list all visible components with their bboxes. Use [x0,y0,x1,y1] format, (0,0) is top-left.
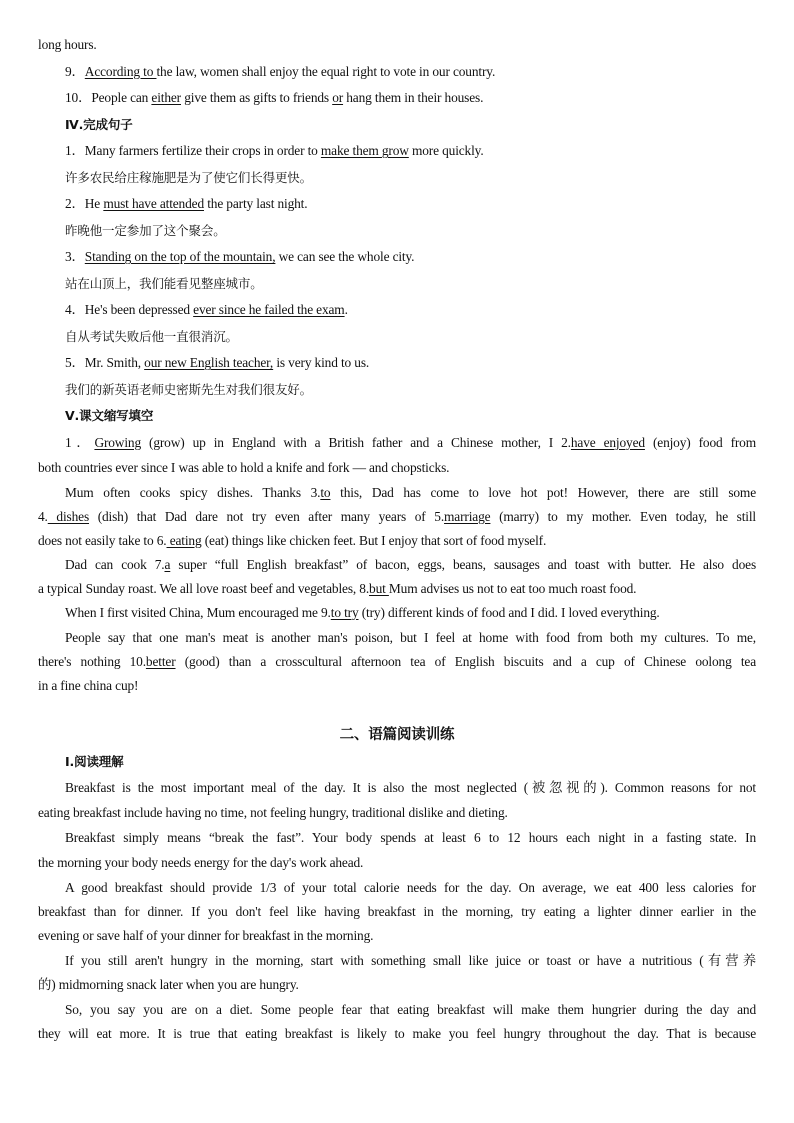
line-text: a typical Sunday roast. We all love roast beef and vegetables, 8. [38,580,370,596]
item-text: . [344,302,348,317]
paragraph-line: in a fine china cup! [38,677,139,693]
chinese-translation: 许多农民给庄稼施肥是为了使它们长得更快。 [65,169,313,185]
line-text: (eat) things like chicken feet. But I enjoy that sort of food myself. [201,532,547,548]
line-text: (dish) that Dad dare not try even after many years of 5. [89,508,445,524]
paragraph-line: breakfast than for dinner. If you don't feel like having breakfast in the morning, try eating a lighter dinner earlier in the [38,903,756,919]
item-text: 4．He's been depressed [65,302,194,317]
item-text: 3． [65,249,85,264]
paragraph-line: they will eat more. It is true that eating breakfast is likely to make you feel hungry throughout the day. That is because [38,1025,756,1041]
answer-blank: ever since he failed the exam [193,302,345,317]
paragraph-line [38,556,756,573]
paragraph-line: Breakfast is the most important meal of the day. It is also the most neglected (被忽视的). Common reasons for not [65,779,756,795]
sentence-item [38,248,756,265]
line-text: Mum advises us not to eat too much roast food. [388,580,637,596]
sentence-item [38,142,756,159]
answer-blank: According to [84,63,157,79]
answer-blank: better [145,653,176,669]
reading-passage [38,779,756,1042]
line-text: When I first visited China, Mum encouraged me 9. [65,604,331,620]
answer-blank: dishes [47,508,90,524]
question-text: give them as gifts to friends [181,90,333,105]
line-text: there's nothing 10. [38,653,146,669]
paragraph-line: 的) midmorning snack later when you are hungry. [38,976,299,992]
part-heading: 二、语篇阅读训练 [339,726,455,743]
line-text: 1． [65,434,95,450]
line-text: (marry) to my mother. Even today, he still [490,508,757,524]
paragraph-line [38,653,756,670]
answer-blank: eating [166,532,202,548]
answer-blank: Growing [94,434,141,450]
paragraph-line [38,484,756,501]
line-text: this, Dad has come to love hot pot! However, there are still some [330,484,756,500]
question-text: the law, women shall enjoy the equal right to vote in our country. [156,63,496,79]
paragraph-line [38,580,756,597]
paragraph-line: both countries ever since I was able to hold a knife and fork — and chopsticks. [38,459,450,475]
answer-blank: must have attended [103,196,204,211]
paragraph-line [38,434,756,451]
sentence-item [38,195,756,212]
answer-blank: either [151,90,181,105]
chinese-translation: 昨晚他一定参加了这个聚会。 [65,222,226,238]
chinese-translation: 自从考试失败后他一直很消沉。 [65,328,238,344]
section-title: Ⅰ.阅读理解 [65,753,124,769]
document-page [38,36,756,1042]
answer-blank: our new English teacher, [144,355,274,370]
item-text: 5．Mr. Smith, [65,355,145,370]
chinese-translation: 站在山顶上，我们能看见整座城市。 [65,275,263,291]
item-text: the party last night. [204,196,308,211]
line-text: (try) different kinds of food and I did. I loved everything. [358,604,660,620]
question-text: 10．People can [65,90,152,105]
paragraph-line: Breakfast simply means “break the fast”. Your body spends at least 6 to 12 hours each night in a fasting state. In [65,829,756,845]
line-text: Mum often cooks spicy dishes. Thanks 3. [65,484,321,500]
line-text: 4. [38,508,48,524]
paragraph-line [38,604,756,621]
sentence-item [38,301,756,318]
section-title: Ⅳ.完成句子 [65,116,133,132]
item-text: 2．He [65,196,104,211]
question-number: 9． [65,63,85,79]
paragraph-line [38,508,756,525]
line-text: (enjoy) food from [644,434,756,450]
answer-blank: or [332,90,344,105]
paragraph-line: If you still aren't hungry in the morning, start with something small like juice or toast or have a nutritious (有营养 [65,952,756,968]
item-text: is very kind to us. [273,355,370,370]
question-10 [38,89,756,106]
paragraph-line: People say that one man's meat is another man's poison, but I feel at home with food from both my cultures. To me, [65,629,756,645]
paragraph-line: So, you say you are on a diet. Some people fear that eating breakfast will make them hungrier during the day and [65,1001,756,1017]
answer-blank: make them grow [320,143,409,158]
chinese-translation: 我们的新英语老师史密斯先生对我们很友好。 [65,381,313,397]
question-text: hang them in their houses. [343,90,484,105]
paragraph-line: evening or save half of your dinner for breakfast in the morning. [38,927,374,943]
answer-blank: have enjoyed [570,434,645,450]
paragraph-line [38,532,756,549]
item-text: more quickly. [408,143,484,158]
paragraph-line: eating breakfast include having no time, not feeling hungry, traditional dislike and dieting. [38,804,508,820]
line-text: (good) than a crosscultural afternoon tea of English biscuits and a cup of Chinese oolong tea [175,653,756,669]
answer-blank: marriage [444,508,491,524]
paragraph-line: the morning your body needs energy for the day's work ahead. [38,854,364,870]
answer-blank: to [320,484,331,500]
sentence-item [38,354,756,371]
answer-blank: to try [330,604,359,620]
answer-blank: a [164,556,171,572]
answer-blank: Standing on the top of the mountain, [84,249,276,264]
item-text: we can see the whole city. [275,249,415,264]
text-line: long hours. [38,37,97,52]
paragraph-line: A good breakfast should provide 1/3 of your total calorie needs for the day. On average, we eat 400 less calories for [65,879,756,895]
answer-blank: but [369,580,389,596]
line-text: (grow) up in England with a British father and a Chinese mother, I 2. [141,434,571,450]
section-title: Ⅴ.课文缩写填空 [65,408,154,423]
line-text: does not easily take to 6. [38,532,167,548]
item-text: 1．Many farmers fertilize their crops in order to [65,143,321,158]
line-text: super “full English breakfast” of bacon, eggs, beans, sausages and toast with butter. He also does [170,556,757,572]
question-9 [38,63,756,80]
line-text: Dad can cook 7. [65,556,165,572]
